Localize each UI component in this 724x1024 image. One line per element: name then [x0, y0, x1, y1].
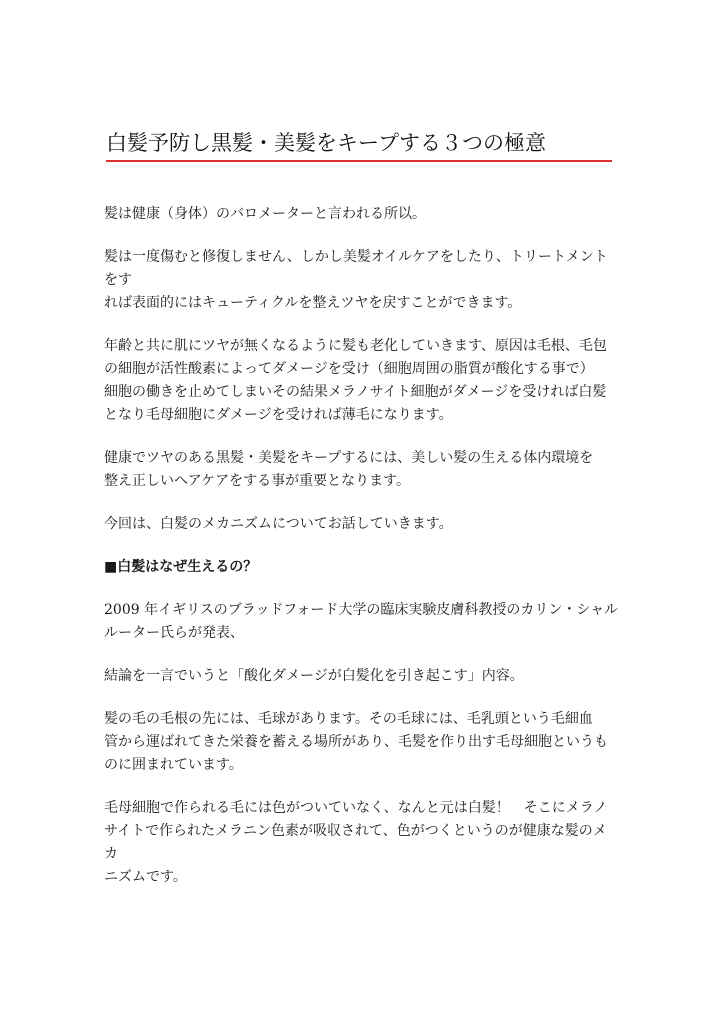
document-body — [104, 203, 620, 889]
paragraph-gap — [104, 688, 620, 708]
paragraph-2 — [104, 246, 620, 315]
paragraph-gap — [104, 579, 620, 599]
text-line: ニズムです。 — [104, 869, 187, 885]
paragraph-gap — [104, 226, 620, 246]
text-line: のに囲まれています。 — [104, 757, 243, 773]
text-line: 今回は、白髪のメカニズムについてお話していきます。 — [104, 516, 453, 532]
paragraph-8 — [104, 708, 620, 777]
text-line: 2009 年イギリスのブラッドフォード大学の臨床実験皮膚科教授のカリン・シャル — [104, 602, 619, 618]
paragraph-5 — [104, 513, 620, 536]
paragraph-gap — [104, 427, 620, 447]
text-line: 髪は一度傷むと修復しません、しかし美髪オイルケアをしたり、トリートメントをす — [104, 249, 608, 288]
paragraph-gap — [104, 493, 620, 513]
paragraph-4 — [104, 447, 620, 493]
paragraph-gap — [104, 536, 620, 556]
paragraph-gap — [104, 645, 620, 665]
text-line: 髪は健康（身体）のバロメーターと言われる所以。 — [104, 206, 426, 222]
text-line: 年齢と共に肌にツヤが無くなるように髪も老化していきます、原因は毛根、毛包 — [104, 338, 607, 354]
text-line: サイトで作られたメラニン色素が吸収されて、色がつくというのが健康な髪のメカ — [104, 823, 607, 862]
title-block — [106, 126, 612, 162]
text-line: 細胞の働きを止めてしまいその結果メラノサイト細胞がダメージを受ければ白髪 — [104, 384, 607, 400]
text-line: 管から運ばれてきた栄養を蓄える場所があり、毛髪を作り出す毛母細胞というも — [104, 734, 608, 750]
paragraph-gap — [104, 315, 620, 335]
text-line: れば表面的にはキューティクルを整えツヤを戻すことができます。 — [104, 295, 522, 311]
paragraph-gap — [104, 777, 620, 797]
text-line: 髪の毛の毛根の先には、毛球があります。その毛球には、毛乳頭という毛細血 — [104, 711, 593, 727]
text-line: 毛母細胞で作られる毛には色がついていなく、なんと元は白髪！ そこにメラノ — [104, 800, 608, 816]
text-line: 結論を一言でいうと「酸化ダメージが白髪化を引き起こす」内容。 — [104, 668, 524, 684]
section-heading: ■白髪はなぜ生えるの？ — [104, 559, 258, 575]
paragraph-9 — [104, 797, 620, 889]
paragraph-7 — [104, 665, 620, 688]
page-title: 白髪予防し黒髪・美髪をキープする３つの極意 — [106, 131, 546, 155]
text-line: 整え正しいヘアケアをする事が重要となります。 — [104, 473, 411, 489]
text-line: となり毛母細胞にダメージを受ければ薄毛になります。 — [104, 407, 453, 423]
paragraph-6 — [104, 599, 620, 645]
text-line: の細胞が活性酸素によってダメージを受け（細胞周囲の脂質が酸化する事で） — [104, 361, 594, 377]
title-underline — [106, 160, 612, 162]
paragraph-3 — [104, 335, 620, 427]
paragraph-1 — [104, 203, 620, 226]
text-line: 健康でツヤのある黒髪・美髪をキープするには、美しい髪の生える体内環境を — [104, 450, 594, 466]
text-line: ルーター氏らが発表、 — [104, 625, 244, 641]
